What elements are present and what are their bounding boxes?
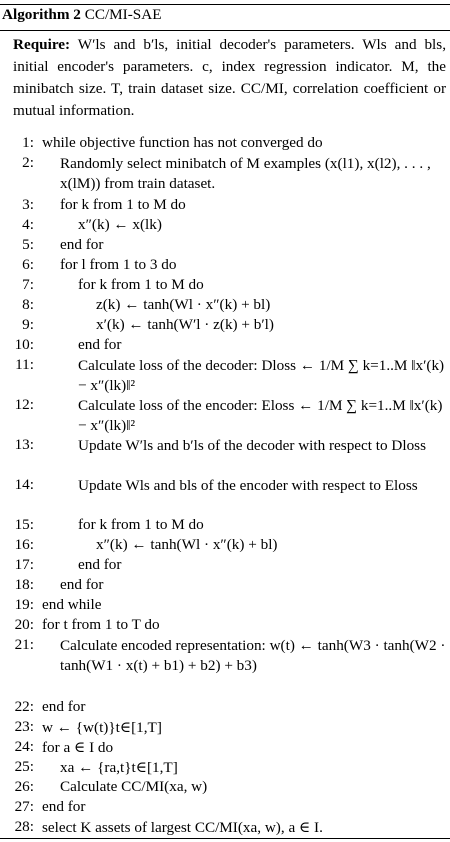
line-number: 18: [14, 576, 34, 593]
line-number: 5: [22, 236, 34, 253]
require-keyword: Require: [13, 36, 71, 53]
line-number: 8: [22, 296, 34, 313]
top-rule [0, 4, 450, 5]
algorithm-line: Update Wls and bls of the encoder with respect to Eloss [78, 477, 418, 494]
algorithm-line: Randomly select minibatch of M examples (x(l1), x(l2), . . . , x(lM)) from train dataset. [60, 155, 431, 192]
line-number: 12: [14, 396, 34, 413]
algorithm-line: end for [42, 698, 86, 715]
algorithm-line: for t from 1 to T do [42, 616, 160, 633]
title-rule [0, 30, 450, 31]
line-number: 10: [14, 336, 34, 353]
line-number: 13: [14, 436, 34, 453]
line-number: 22: [14, 698, 34, 715]
algorithm-label: Algorithm 2 [2, 6, 81, 23]
algorithm-line: for k from 1 to M do [78, 276, 204, 293]
algorithm-line: for a ∈ I do [42, 739, 114, 756]
algorithm-line: Update W′ls and b′ls of the decoder with respect to Dloss [78, 437, 426, 454]
line-number: 11: [15, 356, 34, 373]
line-number: 3: [22, 196, 34, 213]
algorithm-line: Calculate encoded representation: w(t) ← tanh(W3 · tanh(W2 · tanh(W1 · x(t) + b1) + b2) + b3) [60, 637, 446, 674]
algorithm-line: w ← {w(t)}t∈[1,T] [42, 719, 162, 736]
line-number: 21: [14, 636, 34, 653]
require-block [13, 34, 446, 122]
algorithm-line: while objective function has not converged do [42, 134, 323, 151]
algorithm-line: Calculate loss of the encoder: Eloss ← 1/M ∑ k=1..M ‖x′(k) − x″(lk)‖² [78, 397, 443, 434]
algorithm-line: x″(k) ← x(lk) [78, 216, 162, 233]
line-number: 20: [14, 616, 34, 633]
line-number: 15: [14, 516, 34, 533]
algorithm-line: z(k) ← tanh(Wl · x″(k) + bl) [96, 296, 271, 313]
algorithm-name: CC/MI-SAE [84, 6, 162, 23]
algorithm-line: end for [42, 798, 86, 815]
line-number: 19: [14, 596, 34, 613]
algorithm-title [2, 6, 161, 24]
algorithm-line: x′(k) ← tanh(W′l · z(k) + b′l) [96, 316, 274, 333]
algorithm-line: xa ← {ra,t}t∈[1,T] [60, 759, 178, 776]
line-number: 27: [14, 798, 34, 815]
algorithm-line: end for [78, 336, 122, 353]
algorithm-line: Calculate loss of the decoder: Dloss ← 1/M ∑ k=1..M ‖x′(k) − x″(lk)‖² [78, 357, 445, 394]
line-number: 16: [14, 536, 34, 553]
algorithm-line: end for [60, 236, 104, 253]
line-number: 7: [22, 276, 34, 293]
line-number: 23: [14, 718, 34, 735]
algorithm-line: end for [60, 576, 104, 593]
algorithm-line: select K assets of largest CC/MI(xa, w), a ∈ I. [42, 819, 323, 836]
bottom-rule [0, 838, 450, 839]
algorithm-line: for k from 1 to M do [78, 516, 204, 533]
line-number: 4: [22, 216, 34, 233]
line-number: 1: [22, 134, 34, 151]
line-number: 14: [14, 476, 34, 493]
line-number: 28: [14, 818, 34, 835]
algorithm-line: end while [42, 596, 102, 613]
line-number: 17: [14, 556, 34, 573]
algorithm-line: for l from 1 to 3 do [60, 256, 177, 273]
line-number: 26: [14, 778, 34, 795]
line-number: 25: [14, 758, 34, 775]
algorithm-line: end for [78, 556, 122, 573]
algorithm-line: for k from 1 to M do [60, 196, 186, 213]
require-text: W′ls and b′ls, initial decoder's parameters. Wls and bls, initial encoder's parameters. c, index regression indicator. M, the minibatch size. T, train dataset size. CC/MI, correlation coefficient or mutual information. [13, 36, 446, 119]
line-number: 9: [22, 316, 34, 333]
algorithm-line: x″(k) ← tanh(Wl · x″(k) + bl) [96, 536, 278, 553]
line-number: 24: [14, 738, 34, 755]
algorithm-line: Calculate CC/MI(xa, w) [60, 778, 208, 795]
line-number: 2: [22, 154, 34, 171]
line-number: 6: [22, 256, 34, 273]
